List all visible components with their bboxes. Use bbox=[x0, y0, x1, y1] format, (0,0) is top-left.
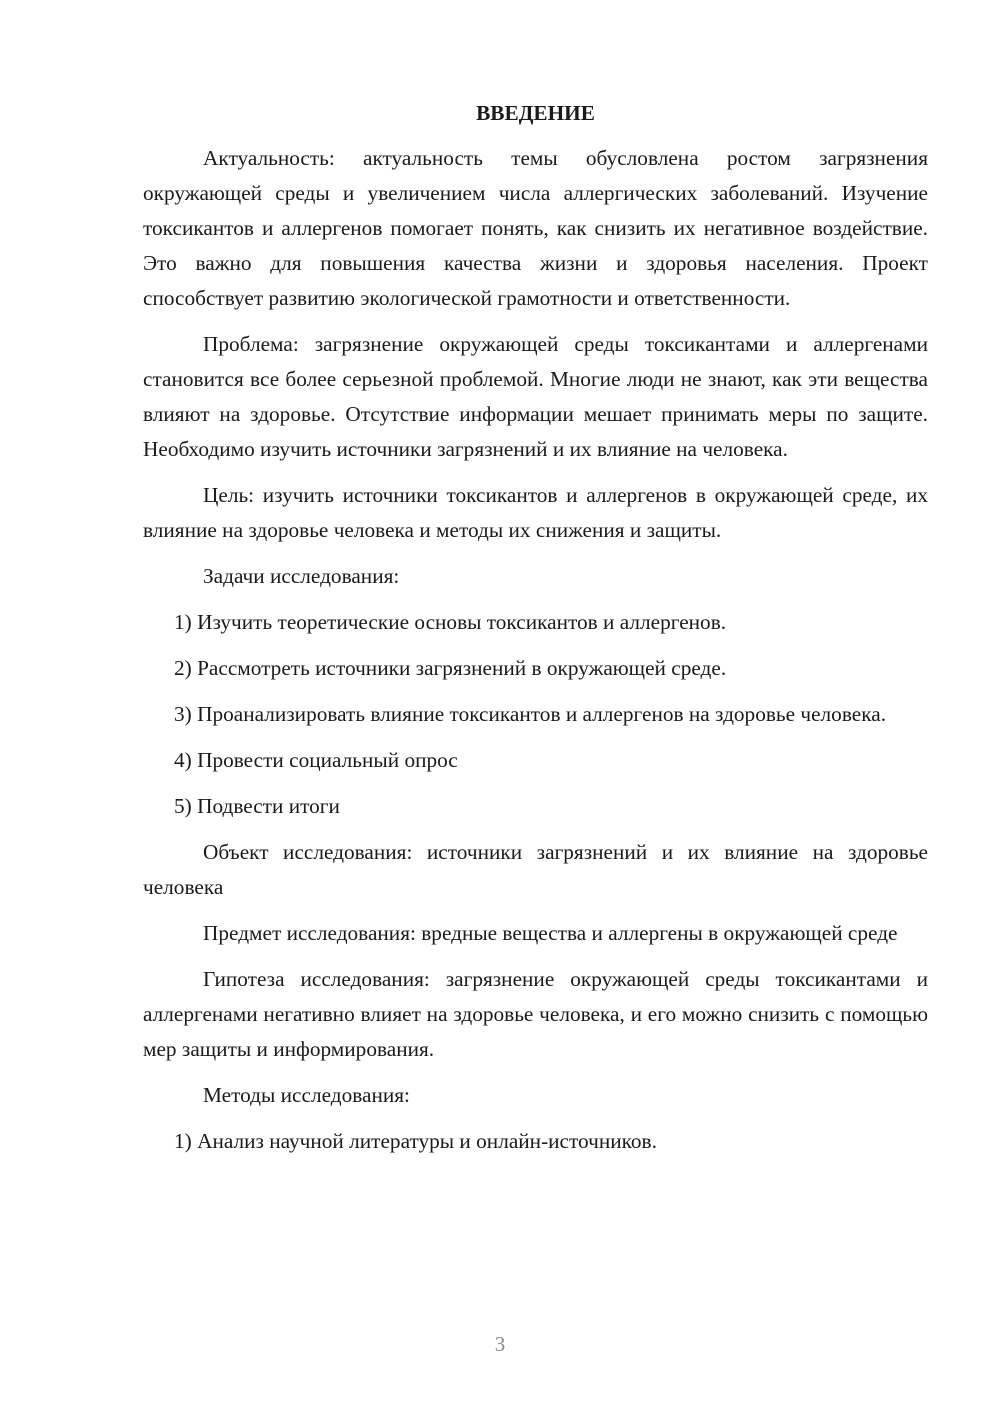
tasks-heading: Задачи исследования: bbox=[203, 564, 400, 588]
section-title: ВВЕДЕНИЕ bbox=[476, 101, 595, 125]
method-item: 1) Анализ научной литературы и онлайн-источников. bbox=[174, 1129, 657, 1153]
task-item: 2) Рассмотреть источники загрязнений в окружающей среде. bbox=[174, 656, 727, 680]
task-item: 3) Проанализировать влияние токсикантов и аллергенов на здоровье человека. bbox=[174, 702, 887, 726]
subject-paragraph: Предмет исследования: вредные вещества и аллергены в окружающей среде bbox=[203, 921, 898, 945]
problem-paragraph: Проблема: загрязнение окружающей среды токсикантами и аллергенами становится все более серьезной проблемой. Многие люди не знают, как эти вещества влияют на здоровье. Отсутствие информации мешает принимать меры по защите. Необходимо изучить источники загрязнений и их влияние на человека. bbox=[143, 332, 928, 461]
object-paragraph: Объект исследования: источники загрязнений и их влияние на здоровье человека bbox=[143, 840, 928, 899]
task-item: 1) Изучить теоретические основы токсикантов и аллергенов. bbox=[174, 610, 727, 634]
hypothesis-paragraph: Гипотеза исследования: загрязнение окружающей среды токсикантами и аллергенами негативно влияет на здоровье человека, и его можно снизить с помощью мер защиты и информирования. bbox=[143, 967, 928, 1061]
task-item: 4) Провести социальный опрос bbox=[174, 748, 458, 772]
methods-heading: Методы исследования: bbox=[203, 1083, 410, 1107]
task-item: 5) Подвести итоги bbox=[174, 794, 340, 818]
page-number: 3 bbox=[494, 1332, 506, 1356]
relevance-paragraph: Актуальность: актуальность темы обусловлена ростом загрязнения окружающей среды и увеличением числа аллергических заболеваний. Изучение токсикантов и аллергенов помогает понять, как снизить их негативное воздействие. Это важно для повышения качества жизни и здоровья населения. Проект способствует развитию экологической грамотности и ответственности. bbox=[143, 146, 928, 310]
goal-paragraph: Цель: изучить источники токсикантов и аллергенов в окружающей среде, их влияние на здоровье человека и методы их снижения и защиты. bbox=[143, 483, 928, 542]
document-page bbox=[143, 96, 928, 1170]
